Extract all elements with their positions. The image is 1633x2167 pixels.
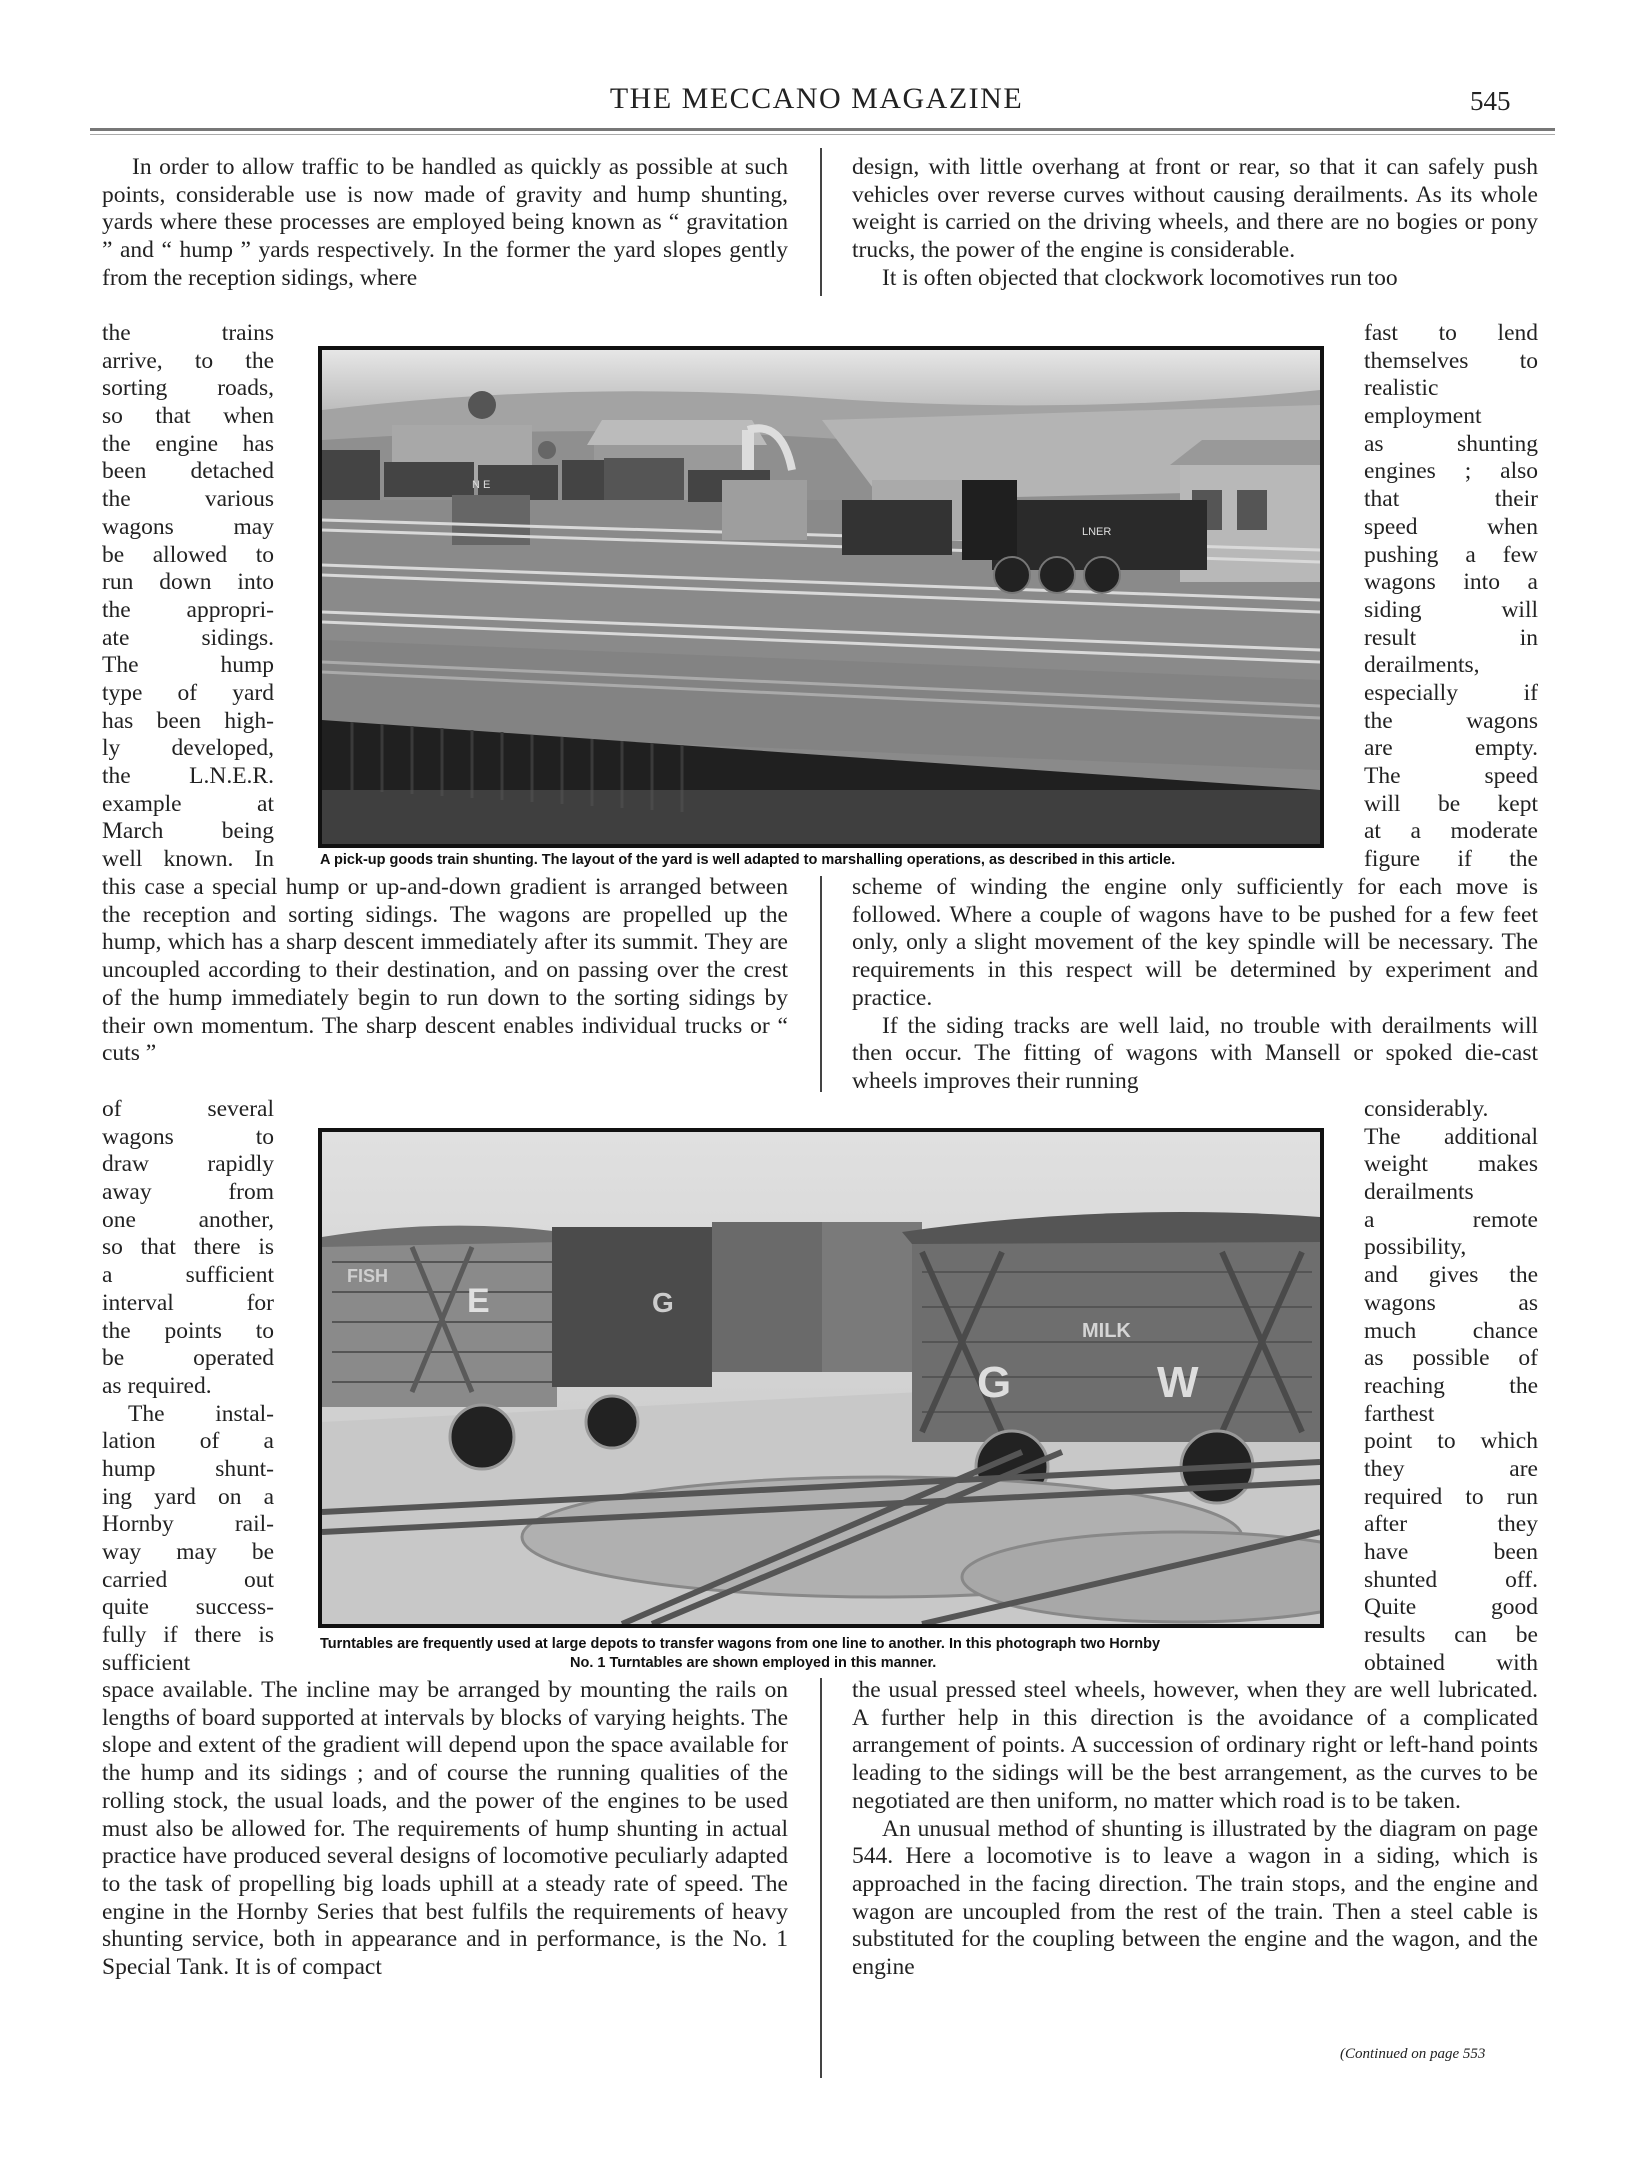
milk-lettering: MILK — [1082, 1320, 1131, 1342]
column-divider-middle — [820, 876, 822, 1092]
text-line: fast to lend — [1364, 320, 1538, 346]
text-line: considerably. — [1364, 1096, 1489, 1122]
text-line: siding will — [1364, 596, 1538, 623]
text-line: pushing a few — [1364, 541, 1538, 568]
text-line: employment — [1364, 403, 1482, 430]
text-line: ate sidings. — [102, 624, 274, 651]
text-line: much chance — [1364, 1317, 1538, 1344]
paragraph: It is often objected that clockwork locomotives run too — [882, 264, 1398, 291]
text-line: shunted off. — [1364, 1566, 1538, 1593]
text-line: a remote — [1364, 1206, 1538, 1233]
text-line: wagons may — [102, 513, 274, 540]
text-line: arrive, to the — [102, 347, 274, 374]
text-line: March being — [102, 818, 274, 845]
text-line: be operated — [102, 1345, 274, 1372]
text-line: wagons as — [1364, 1289, 1538, 1316]
page-number: 545 — [1470, 86, 1511, 116]
right-column-bottom — [852, 1677, 1538, 1982]
right-narrow-block-1 — [1364, 320, 1538, 874]
header-rule — [90, 128, 1555, 131]
text-line: type of yard — [102, 679, 274, 706]
g-lettering: G — [977, 1358, 1012, 1407]
left-column-top — [102, 154, 788, 293]
text-line: one another, — [102, 1206, 274, 1233]
text-line: have been — [1364, 1539, 1538, 1565]
text-line: realistic — [1364, 375, 1439, 402]
text-line: so that there is — [102, 1234, 274, 1261]
column-divider-bottom — [820, 1678, 822, 2078]
text-line: engines ; also — [1364, 458, 1538, 485]
text-line: hump shunt- — [102, 1455, 274, 1482]
text-line: has been high- — [102, 707, 274, 734]
w-lettering: W — [1157, 1358, 1199, 1407]
text-line: and gives the — [1364, 1262, 1538, 1289]
text-line: speed when — [1364, 513, 1538, 540]
text-line: derailments, — [1364, 652, 1480, 679]
text-line: weight makes — [1364, 1151, 1538, 1178]
text-line: Quite good — [1364, 1594, 1538, 1621]
loco-lettering: LNER — [1082, 526, 1112, 538]
text-line: the engine has — [102, 430, 274, 457]
magazine-title: THE MECCANO MAGAZINE — [609, 82, 1024, 115]
text-line: Hornby rail- — [102, 1511, 274, 1538]
text-line: the appropri- — [102, 596, 274, 623]
text-line: reaching the — [1364, 1372, 1538, 1399]
text-line: required to run — [1364, 1483, 1538, 1510]
text-line: so that when — [102, 403, 274, 430]
photo-turntables — [318, 1128, 1324, 1628]
turntables-illustration — [322, 1132, 1320, 1624]
paragraph: space available. The incline may be arranged by mounting the rails on lengths of board supported at intervals by blocks of varying heights. The slope and extent of the gradient will depend upon the space available for the hump and its sidings ; and of course the running qualities of the rolling stock, the usual loads, and the power of the engines to be used must also be allowed for. The requirements of hump shunting in actual practice have produced several designs of locomotive peculiarly adapted to the task of propelling big loads uphill at a steady rate of speed. The engine in the Hornby Series that best fulfils the requirements of heavy shunting service, both in appearance and in performance, is the No. 1 Special Tank. It is of compact — [102, 1677, 788, 1981]
text-line: of several — [102, 1096, 274, 1122]
text-line: figure if the — [1364, 846, 1538, 873]
fish-lettering: FISH — [347, 1266, 389, 1286]
left-narrow-block-2 — [102, 1096, 274, 1677]
text-line: ly developed, — [102, 735, 274, 762]
text-line: they are — [1364, 1455, 1538, 1482]
text-line: draw rapidly — [102, 1151, 274, 1178]
text-line: be allowed to — [102, 541, 274, 568]
text-line: example at — [102, 790, 274, 817]
text-line: at a moderate — [1364, 818, 1538, 845]
text-line: the various — [102, 486, 274, 513]
text-line: The instal- — [128, 1400, 274, 1427]
paragraph: design, with little overhang at front or rear, so that it can safely push vehicles over reverse curves without causing derailments. As its whole weight is carried on the driving wheels, and there are no bogies or pony trucks, the power of the engine is considerable. — [852, 154, 1538, 264]
paragraph: An unusual method of shunting is illustrated by the diagram on page 544. Here a locomotive is to leave a wagon in a siding, which is approached in the facing direction. The train stops, and the engine and wagon are uncoupled from the rest of the train. Then a steel cable is substituted for the coupling between the engine and the wagon, and the engine — [852, 1815, 1538, 1981]
text-line: a sufficient — [102, 1262, 274, 1289]
text-line: interval for — [102, 1289, 274, 1316]
photo2-caption-line2: No. 1 Turntables are shown employed in this manner. — [570, 1655, 937, 1671]
text-line: sorting roads, — [102, 375, 274, 402]
text-line: been detached — [102, 458, 274, 485]
text-line: The speed — [1364, 763, 1538, 789]
text-line: will be kept — [1364, 790, 1538, 817]
left-column-bottom — [102, 1677, 788, 1982]
text-line: lation of a — [102, 1428, 274, 1455]
continued-note: (Continued on page 553 — [1340, 2046, 1486, 2062]
text-line: wagons into a — [1364, 569, 1538, 596]
paragraph: If the siding tracks are well laid, no trouble with derailments will then occur. The fitting of wagons with Mansell or spoked die-cast wheels improves their running — [852, 1012, 1538, 1094]
text-line: as required. — [102, 1372, 212, 1399]
text-line: farthest — [1364, 1400, 1435, 1427]
text-line: quite success- — [102, 1594, 274, 1621]
right-column-middle — [852, 874, 1538, 1096]
text-line: the trains — [102, 320, 274, 346]
paragraph: In order to allow traffic to be handled as quickly as possible at such points, considerable use is now made of gravity and hump shunting, yards where these processes are employed being known as “ gravitation ” and “ hump ” yards respectively. In the former the yard slopes gently from the reception sidings, where — [102, 154, 788, 291]
photo1-caption: A pick-up goods train shunting. The layout of the yard is well adapted to marshalling operations, as described in this article. — [320, 852, 1176, 868]
photo-goods-yard — [318, 346, 1324, 848]
text-line: wagons to — [102, 1123, 274, 1150]
text-line: point to which — [1364, 1428, 1538, 1455]
text-line: results can be — [1364, 1622, 1538, 1649]
header-rule-thin — [90, 134, 1555, 135]
text-line: that their — [1364, 486, 1538, 513]
text-line: the L.N.E.R. — [102, 763, 274, 789]
text-line: carried out — [102, 1566, 274, 1593]
text-line: are empty. — [1364, 735, 1538, 762]
text-line: The additional — [1364, 1123, 1538, 1150]
text-line: as shunting — [1364, 430, 1538, 457]
text-line: obtained with — [1364, 1649, 1538, 1676]
right-column-top — [852, 154, 1538, 293]
text-line: run down into — [102, 569, 274, 596]
text-line: The hump — [102, 652, 274, 679]
text-line: after they — [1364, 1511, 1538, 1538]
text-line: derailments — [1364, 1179, 1474, 1206]
text-line: the wagons — [1364, 707, 1538, 734]
photo2-caption-line1: Turntables are frequently used at large depots to transfer wagons from one line to another. In this photograph two Hornby — [320, 1636, 1161, 1652]
left-narrow-block-1 — [102, 320, 274, 874]
text-line: as possible of — [1364, 1345, 1538, 1372]
left-column-middle — [102, 874, 788, 1068]
text-line: possibility, — [1364, 1234, 1467, 1261]
e-lettering: E — [467, 1282, 490, 1320]
column-divider-top — [820, 148, 822, 296]
goods-yard-illustration — [322, 350, 1320, 844]
paragraph: the usual pressed steel wheels, however, when they are well lubricated. A further help in this direction is the avoidance of a complicated arrangement of points. A succession of ordinary right or left-hand points leading to the sidings will be the best arrangement, as the curves to be negotiated are then uniform, no matter which road is to be taken. — [852, 1677, 1538, 1814]
svg-text:N E: N E — [472, 479, 491, 491]
text-line: way may be — [102, 1539, 274, 1565]
text-line: themselves to — [1364, 347, 1538, 374]
text-line: away from — [102, 1179, 274, 1206]
paragraph: scheme of winding the engine only sufficiently for each move is followed. Where a couple of wagons have to be pushed for a few feet only, only a slight movement of the key spindle will be necessary. The requirements in this respect will be determined by experiment and practice. — [852, 874, 1538, 1011]
text-line: especially if — [1364, 679, 1538, 706]
text-line: well known. In — [102, 846, 274, 873]
text-line: the points to — [102, 1317, 274, 1344]
text-line: fully if there is — [102, 1622, 274, 1649]
right-narrow-block-2 — [1364, 1096, 1538, 1677]
text-line: ing yard on a — [102, 1483, 274, 1510]
text-line: sufficient — [102, 1649, 191, 1676]
g-lettering-left: G — [652, 1287, 674, 1318]
paragraph: this case a special hump or up-and-down gradient is arranged between the reception and sorting sidings. The wagons are propelled up the hump, which has a sharp descent immediately after its summit. They are uncoupled according to their destination, and on passing over the crest of the hump immediately begin to run down to the sorting sidings by their own momentum. The sharp descent enables individual trucks or “ cuts ” — [102, 874, 788, 1067]
text-line: result in — [1364, 624, 1538, 651]
